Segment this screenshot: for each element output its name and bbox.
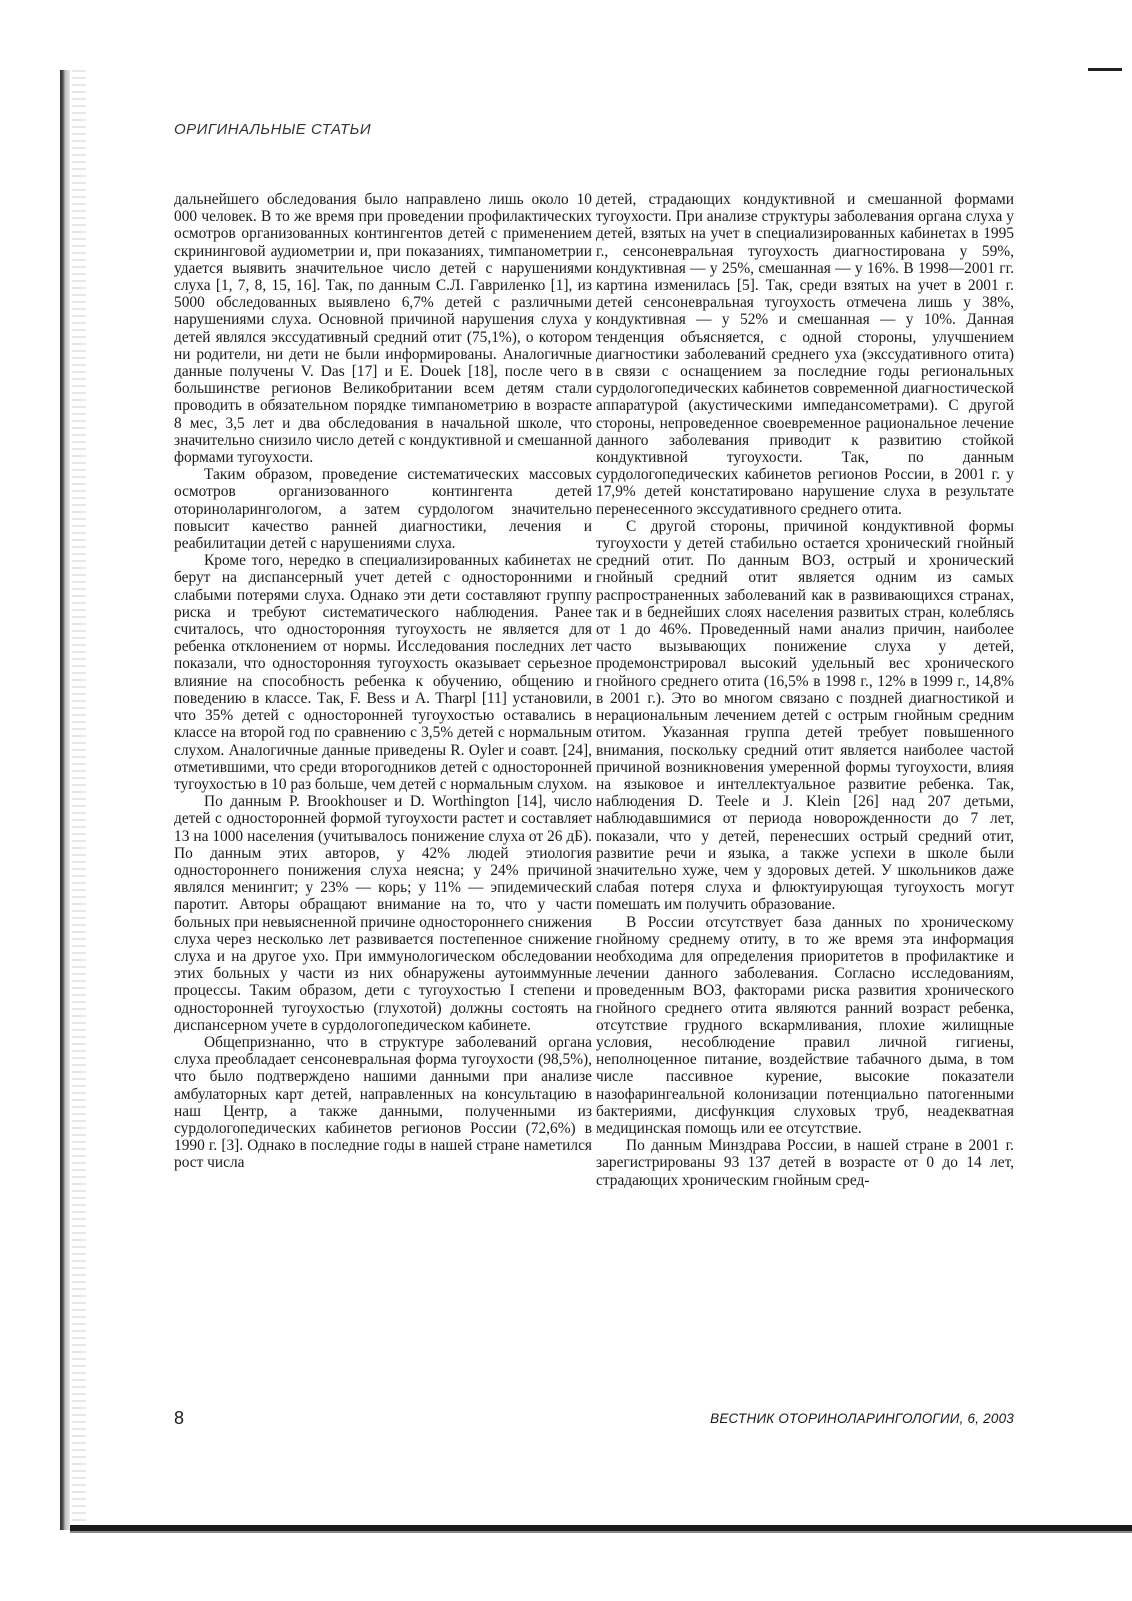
paragraph: Таким образом, проведение систематических массовых осмотров организованного контингента детей оториноларингологом, а затем сурдологом значительно повысит качество ранней диагностики, лечения и реабилитации детей с нарушениями слуха.	[174, 466, 592, 553]
right-column	[596, 191, 1014, 1189]
paragraph: Кроме того, нередко в специализированных кабинетах не берут на диспансерный учет детей с односторонними и слабыми потерями слуха. Однако эти дети составляют группу риска и требуют систематического наблюдения. Ранее считалось, что односторонняя тугоухость не является для ребенка отклонением от нормы. Исследования последних лет показали, что односторонняя тугоухость оказывает серьезное влияние на способность ребенка к обучению, общению и поведению в классе. Так, F. Bess и A. Tharpl [11] установили, что 35% детей с односторонней тугоухостью оставались в классе на второй год по сравнению с 3,5% детей с нормальным слухом. Аналогичные данные приведены R. Oyler и соавт. [24], отметившими, что среди второгодников детей с односторонней тугоухостью в 10 раз больше, чем детей с нормальным слухом.	[174, 552, 592, 793]
scan-binding-edge	[60, 70, 70, 1530]
section-header: ОРИГИНАЛЬНЫЕ СТАТЬИ	[174, 121, 372, 138]
page-number: 8	[174, 1408, 185, 1428]
top-rule	[1088, 68, 1122, 71]
journal-footer: ВЕСТНИК ОТОРИНОЛАРИНГОЛОГИИ, 6, 2003	[710, 1411, 1014, 1426]
paragraph: Общепризнанно, что в структуре заболеваний органа слуха преобладает сенсоневральная форма тугоухости (98,5%), что было подтверждено нашими данными при анализе амбулаторных карт детей, направленных на консультацию в наш Центр, а также данными, полученными из сурдологопедических кабинетов регионов России (72,6%) в 1990 г. [3]. Однако в последние годы в нашей стране наметился рост числа	[174, 1033, 592, 1172]
left-column	[174, 191, 592, 1172]
paragraph: С другой стороны, причиной кондуктивной формы тугоухости у детей стабильно остается хронический гнойный средний отит. По данным ВОЗ, острый и хронический гнойный средний отит является одним из самых распространенных заболеваний как в развивающихся странах, так и в беднейших слоях населения развитых стран, колеблясь от 1 до 46%. Проведенный нами анализ причин, наиболее часто вызывающих понижение слуха у детей, продемонстрировал высокий удельный вес хронического гнойного среднего отита (16,5% в 1998 г., 12% в 1999 г., 14,8% в 2001 г.). Это во многом связано с поздней диагностикой и нерациональным лечением детей с острым гнойным средним отитом. Указанная группа детей требует повышенного внимания, поскольку средний отит является наиболее частой причиной возникновения умеренной формы тугоухости, влияя на языковое и интеллектуальное развитие ребенка. Так, наблюдения D. Teele и J. Klein [26] над 207 детьми, наблюдавшимися от периода новорожденности до 7 лет, показали, что у детей, перенесших острый средний отит, развитие речи и языка, а также успехи в школе были значительно хуже, чем у здоровых детей. У школьников даже слабая потеря слуха и флюктуирующая тугоухость могут помешать им получить образование.	[596, 517, 1014, 914]
paragraph: По данным P. Brookhouser и D. Worthington [14], число детей с односторонней формой тугоухости растет и составляет 13 на 1000 населения (учитывалось понижение слуха от 26 дБ). По данным этих авторов, у 42% людей этиология одностороннего понижения слуха неясна; у 24% причиной являлся менингит; у 23% — корь; у 11% — эпидемический паротит. Авторы обращают внимание на то, что у части больных при невыясненной причине одностороннего снижения слуха через несколько лет развивается постепенное снижение слуха и на другое ухо. При иммунологическом обследовании этих больных у части из них обнаружены аутоиммунные процессы. Таким образом, дети с тугоухостью I степени и односторонней тугоухостью (глухотой) должны состоять на диспансерном учете в сурдологопедическом кабинете.	[174, 793, 592, 1034]
paragraph: В России отсутствует база данных по хроническому гнойному среднему отиту, в то же время эта информация необходима для определения приоритетов в профилактике и лечении данного заболевания. Согласно исследованиям, проведенным ВОЗ, факторами риска развития хронического гнойного среднего отита являются ранний возраст ребенка, отсутствие грудного вскармливания, плохие жилищные условия, несоблюдение правил личной гигиены, неполноценное питание, воздействие табачного дыма, в том числе пассивное курение, высокие показатели назофарингеальной колонизации потенциально патогенными бактериями, дисфункция слуховых труб, неадекватная медицинская помощь или ее отсутствие.	[596, 913, 1014, 1137]
paragraph: По данным Минздрава России, в нашей стране в 2001 г. зарегистрированы 93 137 детей в возрасте от 0 до 14 лет, страдающих хроническим гнойным сред-	[596, 1137, 1014, 1189]
paragraph: дальнейшего обследования было направлено лишь около 10 000 человек. В то же время при проведении профилактических осмотров организованных контингентов детей с применением скрининговой аудиометрии и, при показаниях, тимпанометрии удается выявить значительное число детей с нарушениями слуха [1, 7, 8, 15, 16]. Так, по данным С.Л. Гавриленко [1], из 5000 обследованных выявлено 6,7% детей с различными нарушениями слуха. Основной причиной нарушения слуха у детей являлся экссудативный средний отит (75,1%), о котором ни родители, ни дети не были информированы. Аналогичные данные получены V. Das [17] и E. Douek [18], после чего в большинстве регионов Великобритании всем детям стали проводить в обязательном порядке тимпанометрию в возрасте 8 мес, 3,5 лет и два обследования в начальной школе, что значительно снизило число детей с кондуктивной и смешанной формами тугоухости.	[174, 191, 592, 467]
scan-bottom-shadow	[70, 1531, 1132, 1533]
paragraph: детей, страдающих кондуктивной и смешанной формами тугоухости. При анализе структуры заболевания органа слуха у детей, взятых на учет в специализированных кабинетах в 1995 г., сенсоневральная тугоухость диагностирована у 59%, кондуктивная — у 25%, смешанная — у 16%. В 1998—2001 гг. картина изменилась [5]. Так, среди взятых на учет в 2001 г. детей сенсоневральная тугоухость отмечена лишь у 38%, кондуктивная — у 52% и смешанная — у 10%. Данная тенденция объясняется, с одной стороны, улучшением диагностики заболеваний среднего уха (экссудативного отита) в связи с оснащением за последние годы региональных сурдологопедических кабинетов современной диагностической аппаратурой (акустическими импедансометрами). С другой стороны, непроведенное своевременное рациональное лечение данного заболевания приводит к развитию стойкой кондуктивной тугоухости. Так, по данным сурдологопедических кабинетов регионов России, в 2001 г. у 17,9% детей констатировано нарушение слуха в результате перенесенного экссудативного среднего отита.	[596, 191, 1014, 518]
